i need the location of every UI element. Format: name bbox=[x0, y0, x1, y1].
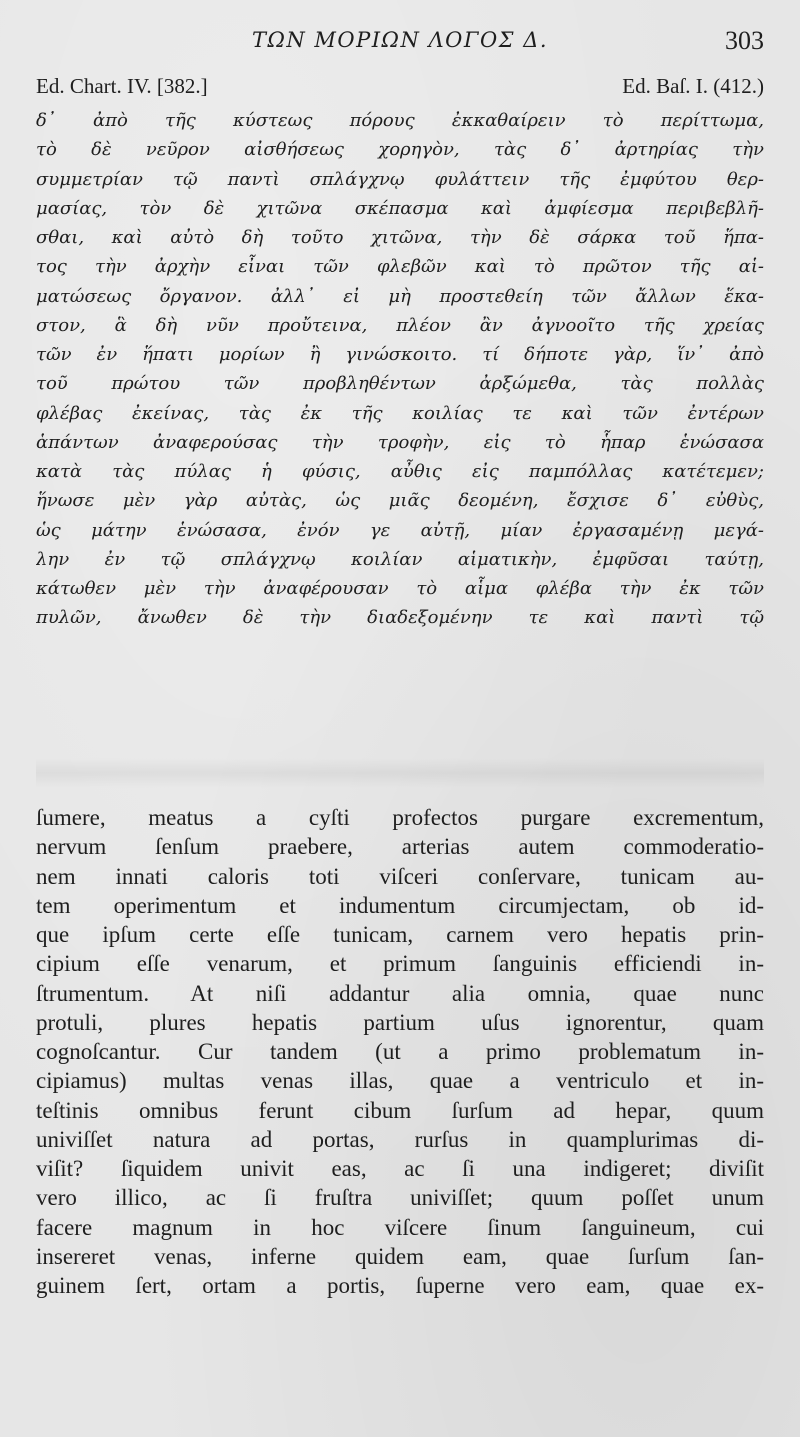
latin-text-line: cognoſcantur. Cur tandem (ut a primo problematum in- bbox=[36, 1039, 764, 1064]
greek-text-line: τοῦ πρώτου τῶν προβληθέντων ἀρξώμεθα, τὰς πολλὰς bbox=[36, 373, 764, 395]
greek-text-line: ἁπάντων ἀναφερούσας τὴν τροφὴν, εἰς τὸ ἧπαρ ἑνώσασα bbox=[36, 431, 764, 453]
greek-text-block bbox=[36, 106, 764, 633]
greek-text-line: τὸ δὲ νεῦρον αἰσθήσεως χορηγὸν, τὰς δ᾽ ἀρτηρίας τὴν bbox=[36, 139, 764, 161]
latin-text-line: ſumere, meatus a cyſti profectos purgare excrementum, bbox=[36, 805, 764, 830]
greek-text-line: ὡς μάτην ἑνώσασα, ἐνόν γε αὐτῇ, μίαν ἐργασαμένῃ μεγά- bbox=[36, 519, 764, 541]
latin-text-line: facere magnum in hoc viſcere ſinum ſanguineum, cui bbox=[36, 1214, 764, 1240]
latin-text-line: insereret venas, inferne quidem eam, quae ſurſum ſan- bbox=[36, 1243, 764, 1269]
greek-text-line: φλέβας ἐκείνας, τὰς ἐκ τῆς κοιλίας τε καὶ τῶν ἐντέρων bbox=[36, 402, 764, 424]
latin-text-line: cipiamus) multas venas illas, quae a ventriculo et in- bbox=[36, 1068, 764, 1094]
greek-text-line: πυλῶν, ἄνωθεν δὲ τὴν διαδεξομένην τε καὶ παντὶ τῷ bbox=[36, 607, 764, 629]
greek-text-line: κάτωθεν μὲν τὴν ἀναφέρουσαν τὸ αἷμα φλέβα τὴν ἐκ τῶν bbox=[36, 578, 764, 599]
latin-text-line: que ipſum certe eſſe tunicam, carnem vero hepatis prin- bbox=[36, 922, 764, 947]
latin-text-line: protuli, plures hepatis partium uſus ignorentur, quam bbox=[36, 1009, 764, 1035]
latin-text-block bbox=[36, 803, 764, 1300]
greek-text-line: τῶν ἐν ἥπατι μορίων ἢ γινώσκοιτο. τί δήποτε γὰρ, ἵν᾽ ἀπὸ bbox=[36, 344, 764, 365]
latin-text-line: teſtinis omnibus ferunt cibum ſurſum ad hepar, quum bbox=[36, 1097, 764, 1123]
greek-text-line: συμμετρίαν τῷ παντὶ σπλάγχνῳ φυλάττειν τῆς ἐμφύτου θερ- bbox=[36, 168, 764, 190]
edition-reference-line bbox=[36, 74, 764, 102]
greek-text-line: λην ἐν τῷ σπλάγχνῳ κοιλίαν αἱματικὴν, ἐμφῦσαι ταύτῃ, bbox=[36, 548, 764, 570]
running-title: ΤΩΝ ΜΟΡΙΩΝ ΛΟΓΟΣ Δ. bbox=[251, 28, 549, 52]
latin-text-line: guinem ſert, ortam a portis, ſuperne vero eam, quae ex- bbox=[36, 1273, 764, 1298]
latin-text-line: vero illico, ac ſi fruſtra univiſſet; quum poſſet unum bbox=[36, 1185, 764, 1211]
greek-text-line: ἥνωσε μὲν γὰρ αὐτὰς, ὡς μιᾶς δεομένη, ἔσχισε δ᾽ εὐθὺς, bbox=[36, 490, 764, 512]
edition-basel-reference: Ed. Baſ. I. (412.) bbox=[622, 74, 764, 98]
latin-text-line: nervum ſenſum praebere, arterias autem commoderatio- bbox=[36, 834, 764, 860]
edition-chart-reference: Ed. Chart. IV. [382.] bbox=[36, 74, 208, 98]
greek-text-line: μασίας, τὸν δὲ χιτῶνα σκέπασμα καὶ ἀμφίεσμα περιβεβλῆ- bbox=[36, 197, 764, 219]
greek-text-line: ματώσεως ὄργανον. ἀλλ᾽ εἰ μὴ προστεθείη τῶν ἄλλων ἕκα- bbox=[36, 285, 764, 307]
greek-text-line: στον, ἃ δὴ νῦν προὔτεινα, πλέον ἂν ἀγνοοῖτο τῆς χρείας bbox=[36, 314, 764, 336]
running-head bbox=[0, 26, 800, 58]
latin-text-line: tem operimentum et indumentum circumjectam, ob id- bbox=[36, 892, 764, 918]
latin-text-line: cipium eſſe venarum, et primum ſanguinis efficiendi in- bbox=[36, 951, 764, 977]
latin-text-line: univiſſet natura ad portas, rurſus in quamplurimas di- bbox=[36, 1126, 764, 1152]
show-through-ink bbox=[36, 758, 764, 788]
latin-text-line: viſit? ſiquidem univit eas, ac ſi una indigeret; diviſit bbox=[36, 1156, 764, 1181]
greek-text-line: δ᾽ ἀπὸ τῆς κύστεως πόρους ἐκκαθαίρειν τὸ περίττωμα, bbox=[36, 110, 764, 131]
greek-text-line: σθαι, καὶ αὐτὸ δὴ τοῦτο χιτῶνα, τὴν δὲ σάρκα τοῦ ἥπα- bbox=[36, 227, 764, 248]
page-number: 303 bbox=[725, 26, 764, 55]
greek-text-line: τος τὴν ἀρχὴν εἶναι τῶν φλεβῶν καὶ τὸ πρῶτον τῆς αἱ- bbox=[36, 256, 764, 278]
greek-text-line: κατὰ τὰς πύλας ἡ φύσις, αὖθις εἰς παμπόλλας κατέτεμεν; bbox=[36, 461, 764, 482]
latin-text-line: ſtrumentum. At niſi addantur alia omnia, quae nunc bbox=[36, 980, 764, 1006]
latin-text-line: nem innati caloris toti viſceri conſervare, tunicam au- bbox=[36, 863, 764, 889]
